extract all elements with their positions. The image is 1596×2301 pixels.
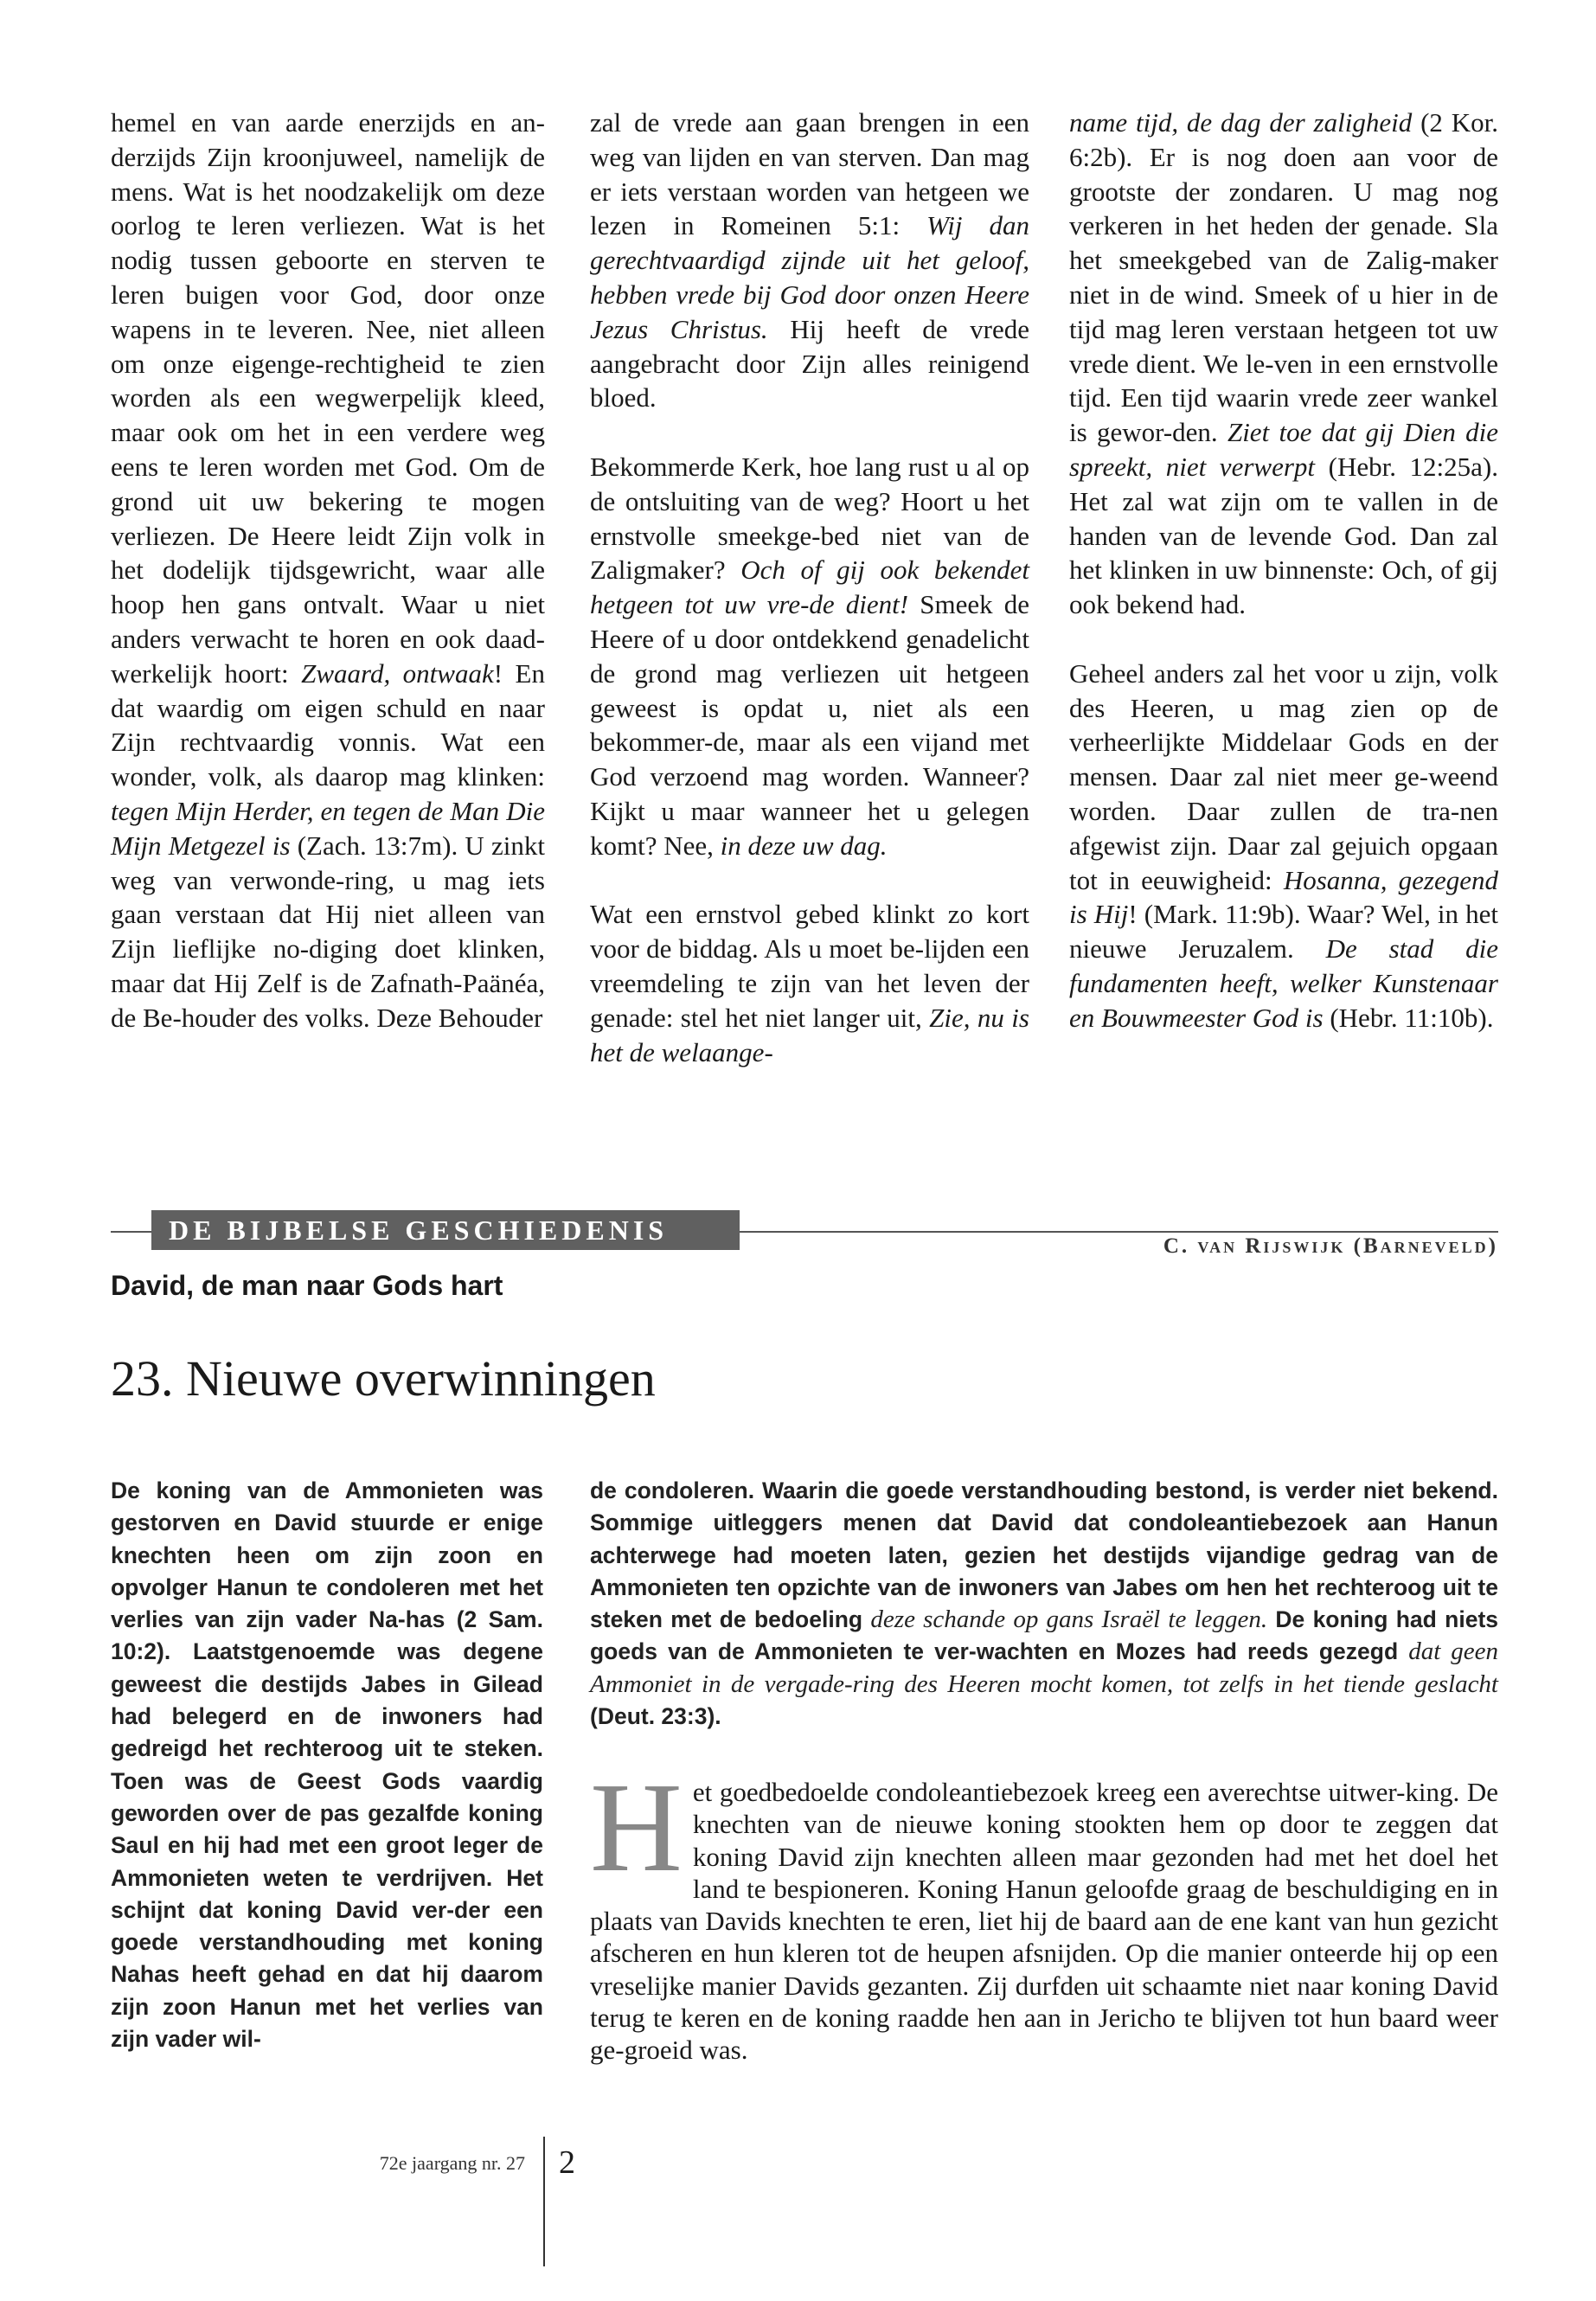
drop-cap: H (590, 1757, 683, 1899)
italic-quote: Ziet toe dat gij Dien die spreekt, niet verwerpt (1069, 417, 1498, 482)
italic-quote: Zwaard, ontwaak (301, 657, 494, 689)
text-run: (Hebr. 12:25a). Het zal wat zijn om te vallen in de handen van de levende God. Dan zal het klinken in uw binnenste: Och, of gij ook bekend had. (1069, 451, 1498, 620)
text-run: Hij heeft de vrede aangebracht door Zijn alles reinigend bloed. (590, 313, 1030, 413)
text-run: Geheel anders zal het voor u zijn, volk des Heeren, u mag zien op de verheerlijkte Middelaar Gods en der mensen. Daar zal niet meer ge-weend worden. Daar zullen de tra-nen afgewist zijn. Daar zal gejuich opgaan tot in eeuwigheid: (1069, 657, 1498, 895)
italic-quote: Och of gij ook bekendet hetgeen tot uw vre-de dient! (590, 554, 1029, 620)
lead-column-2 (590, 1475, 1498, 1733)
page-number: 2 (559, 2144, 575, 2181)
text-run: Smeek de Heere of u door ontdekkend genadelicht de grond mag verliezen uit hetgeen geweest is opdat u, niet als een bekommer-de, maar als een vijand met God verzoend mag worden. Wanneer? Kijkt u maar wanneer het u gelegen komt? Nee, (590, 589, 1029, 861)
italic-quote: tegen Mijn Herder, en tegen de Man Die Mijn Metgezel is (111, 795, 545, 861)
column-2 (590, 106, 1029, 1069)
paragraph (111, 106, 545, 1035)
paragraph (590, 897, 1029, 1069)
text-run: (2 Kor. 6:2b). Er is nog doen aan voor de grootste der zondaren. U mag nog verkeren in het heden der genade. Sla het smeekgebed van de Zalig-maker niet in de wind. Smeek of u hier in de tijd mag leren verstaan hetgeen tot uw vrede dient. We le-ven in een ernstvolle tijd. Een tijd waarin vrede zeer wankel is gewor-den. (1069, 107, 1499, 448)
text-run: hemel en van aarde enerzijds en an-derzijds Zijn kroonjuweel, namelijk de mens. Wat is het noodzakelijk om deze oorlog te leren verliezen. Wat is het nodig tussen geboorte en sterven te leren buigen voor God, door onze wapens in te leveren. Nee, niet alleen om onze eigenge-rechtigheid te zien worden als een wegwerpelijk kleed, maar ook om het in een verdere weg eens te leren worden met God. Om de grond uit uw bekering te mogen verliezen. De Heere leidt Zijn volk in het dodelijk tijdsgewricht, waar alle hoop hen gans ontvalt. Waar u niet anders verwacht te horen en ook daad-werkelijk hoort: (111, 107, 545, 689)
italic-quote: deze schande op gans Israël te leggen. (870, 1606, 1268, 1634)
paragraph (590, 450, 1029, 863)
text-run: (Hebr. 11:10b). (1323, 1002, 1494, 1033)
paragraph (1069, 657, 1498, 1035)
text-run: de condoleren. Waarin die goede verstandhouding bestond, is verder niet bekend. Sommige uitleggers menen dat David dat condoleantiebezoek aan Hanun achterwege had moeten laten, gezien het destijds vijandige gedrag van de Ammonieten ten opzichte van de inwoners van Jabes om hen het rechteroog uit te steken met de bedoeling (590, 1477, 1498, 1633)
text-run: Bekommerde Kerk, hoe lang rust u al op de ontsluiting van de weg? Hoort u het ernstvolle smeekge-bed niet van de Zaligmaker? (590, 451, 1029, 586)
text-run: Wat een ernstvol gebed klinkt zo kort voor de biddag. Als u moet be-lijden een vreemdeling te zijn van het leven der genade: stel het niet langer uit, (590, 899, 1029, 1033)
article-body (590, 1757, 1498, 2067)
series-title: David, de man naar Gods hart (111, 1270, 503, 1301)
article-body-text: et goedbedoelde condoleantiebezoek kreeg een averechtse uitwer-king. De knechten van de nieuwe koning stookten hem op door te zeggen dat koning David zijn knechten alleen maar gezonden had met het doel het land te bespioneren. Koning Hanun geloofde graag de beschuldiging en in plaats van Davids knechten te eren, liet hij de baard aan de ene kant van hun gezicht afscheren en hun kleren tot de heupen afsnijden. Op die manier onteerde hij op een vreselijke manier Davids gezanten. Zij durfden uit schaamte niet naar koning David terug te keren en de koning raadde hen aan in Jericho te blijven tot hun baard weer ge-groeid was. (590, 1777, 1498, 2066)
italic-quote: Hosanna, gezegend is Hij (1069, 864, 1499, 930)
section-label: DE BIJBELSE GESCHIEDENIS (151, 1210, 740, 1250)
lead-column-1 (111, 1475, 543, 2055)
text-run: (Zach. 13:7m). U zinkt weg van verwonde-ring, u mag iets gaan verstaan dat Hij niet alleen van Zijn lieflijke no-diging doet klinken, maar dat Hij Zelf is de Zafnath-Paänéa, de Be-houder des volks. Deze Behouder (111, 830, 545, 1033)
text-run: zal de vrede aan gaan brengen in een weg van lijden en van sterven. Dan mag er iets verstaan worden van hetgeen we lezen in Romeinen 5:1: (590, 107, 1029, 241)
text-run: (Deut. 23:3). (590, 1703, 721, 1730)
italic-quote: De stad die fundamenten heeft, welker Kunstenaar en Bouwmeester God is (1069, 933, 1498, 1033)
article-headline: 23. Nieuwe overwinningen (111, 1350, 656, 1407)
italic-quote: in deze uw dag. (720, 830, 888, 861)
italic-quote: dat geen Ammoniet in de vergade-ring des Heeren mocht komen, tot zelfs in het tiende geslacht (590, 1638, 1498, 1698)
paragraph (1069, 106, 1498, 622)
column-3 (1069, 106, 1498, 1035)
paragraph (590, 106, 1029, 415)
italic-quote: Zie, nu is het de welaange- (590, 1002, 1029, 1067)
text-run: De koning had niets goeds van de Ammonieten te ver-wachten en Mozes had reeds gezegd (590, 1606, 1499, 1665)
column-1 (111, 106, 545, 1035)
text-run: ! En dat waardig om eigen schuld en naar Zijn rechtvaardig vonnis. Wat een wonder, volk, als daarop mag klinken: (111, 657, 545, 792)
issue-info: 72e jaargang nr. 27 (379, 2152, 525, 2174)
italic-quote: Wij dan gerechtvaardigd zijnde uit het geloof, hebben vrede bij God door onzen Heere Jezus Christus. (590, 210, 1029, 344)
italic-quote: name tijd, de dag der zaligheid (1069, 107, 1413, 138)
text-run: ! (Mark. 11:9b). Waar? Wel, in het nieuwe Jeruzalem. (1069, 899, 1498, 965)
text-run: De koning van de Ammonieten was gestorven en David stuurde er enige knechten heen om zijn zoon en opvolger Hanun te condoleren met het verlies van zijn vader Na-has (2 Sam. 10:2). Laatstgenoemde was degene geweest die destijds Jabes in Gilead had belegerd en de inwoners had gedreigd het rechteroog uit te steken. Toen was de Geest Gods vaardig geworden over de pas gezalfde koning Saul en hij had met een groot leger de Ammonieten weten te verdrijven. Het schijnt dat koning David ver-der een goede verstandhouding met koning Nahas heeft gehad en dat hij daarom zijn zoon Hanun met het verlies van zijn vader wil- (111, 1477, 543, 2053)
author-byline: C. van Rijswijk (Barneveld) (1163, 1234, 1498, 1258)
footer-divider (543, 2137, 545, 2266)
